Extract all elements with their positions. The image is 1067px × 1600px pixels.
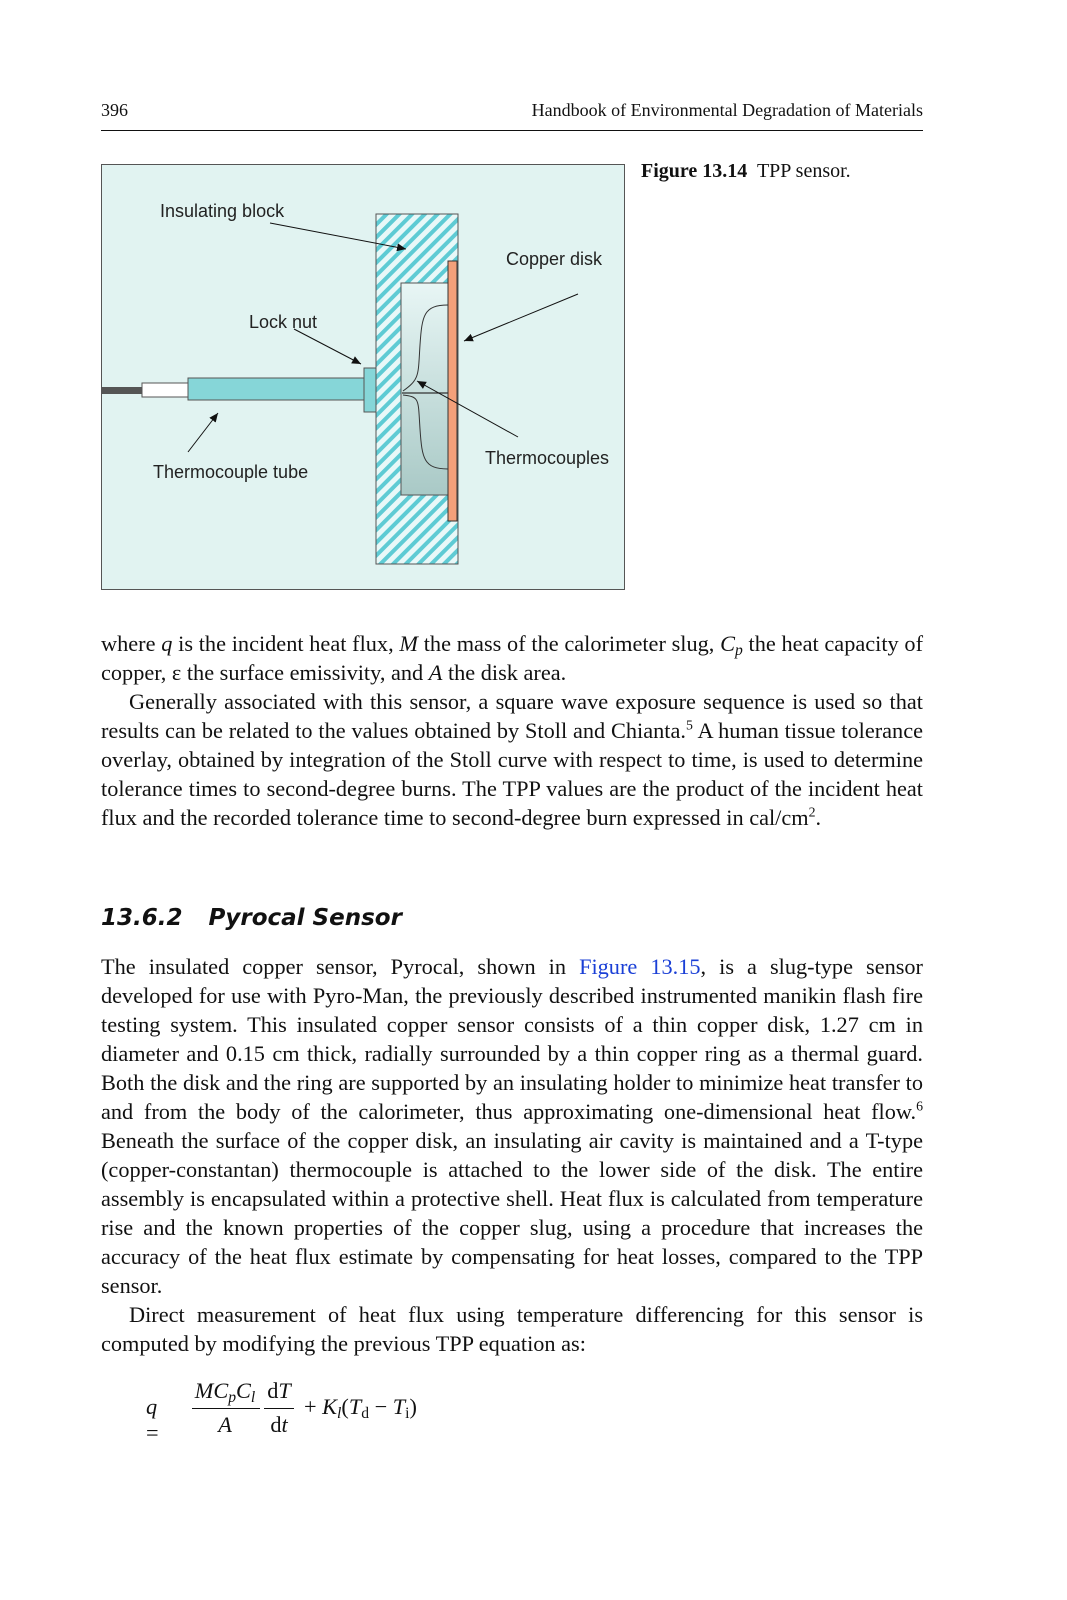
label-copper-disk: Copper disk	[506, 249, 603, 269]
paragraph-2: Generally associated with this sensor, a square wave exposure sequence is used so that results can be related to the values obtained by Stoll and Chianta.$^5$ A human tissue tolerance overlay, obtained by integration of the Stoll curve with respect to time, is used to determine tolerance times to second-degree burns. The TPP values are the product of the incident heat flux and the recorded tolerance time to second-degree burn expressed in cal/$cm^2$.	[101, 689, 924, 830]
running-header	[101, 98, 923, 131]
section-number: 13.6.2	[101, 905, 183, 931]
eq-rest: + $K_l(T_d - T_i)$	[304, 1394, 417, 1422]
body-text-top	[101, 629, 923, 832]
eq-fraction-bar-2	[264, 1408, 294, 1409]
paragraph-1: where q is the incident heat flux, M the mass of the calorimeter slug, $C_p$ the heat capacity of copper, ε the surface emissivity, and A the disk area.	[101, 631, 923, 685]
eq-numerator-1: $MC_pC_l$	[194, 1378, 256, 1406]
eq-lhs: q =	[146, 1394, 159, 1445]
label-insulating-block: Insulating block	[160, 201, 285, 221]
label-thermocouple-tube: Thermocouple tube	[153, 462, 309, 482]
air-cavity	[401, 283, 448, 495]
paragraph-3: The insulated copper sensor, Pyrocal, shown in Figure 13.15, is a slug-type sensor developed for use with Pyro-Man, the previously described instrumented manikin flash fire testing system. This insulated copper sensor consists of a thin copper disk, 1.27 cm in diameter and 0.15 cm thick, radially surrounded by a thin copper ring as a thermal guard. Both the disk and the ring are supported by an insulating holder to minimize heat transfer to and from the body of the calorimeter, thus approximating one-dimensional heat flow.$^6$ Beneath the surface of the copper disk, an insulating air cavity is maintained and a T-type (copper-constantan) thermocouple is attached to the lower side of the disk. The entire assembly is encapsulated within a protective shell. Heat flux is calculated from temperature rise and the known properties of the copper slug, using a procedure that increases the accuracy of the heat flux estimate by compensating for heat losses, compared to the TPP sensor.	[101, 954, 923, 1298]
caption-label: Figure 13.14	[641, 160, 748, 182]
eq-denominator-2: dt	[270, 1412, 288, 1437]
copper-disk-shape	[448, 261, 457, 521]
page-number: 396	[101, 100, 128, 120]
tpp-sensor-diagram	[102, 165, 626, 591]
eq-fraction-bar-1	[192, 1408, 260, 1409]
footnote-ref-5[interactable]: 5	[685, 717, 693, 733]
eq-numerator-2: dT	[267, 1378, 291, 1403]
eq-denominator-1: A	[218, 1412, 232, 1437]
arrow-lock-nut	[294, 329, 361, 364]
section-title: Pyrocal Sensor	[208, 905, 402, 931]
lock-nut-shape	[364, 368, 376, 412]
label-lock-nut: Lock nut	[249, 312, 318, 332]
tpp-sensor-figure	[101, 164, 625, 590]
body-text-bottom	[101, 952, 923, 1358]
lead-wire	[102, 387, 142, 394]
caption-text: TPP sensor.	[756, 160, 851, 182]
arrow-thermocouple-tube	[188, 413, 218, 452]
label-thermocouples: Thermocouples	[485, 448, 610, 468]
thermocouple-tube-shape	[188, 378, 364, 400]
section-heading	[101, 905, 402, 931]
arrow-copper-disk	[464, 294, 578, 341]
footnote-ref-6[interactable]: 6	[916, 1098, 923, 1114]
paragraph-4: Direct measurement of heat flux using temperature differencing for this sensor is computed by modifying the previous TPP equation as:	[101, 1302, 923, 1356]
figure-caption	[641, 160, 851, 183]
figure-13-15-link[interactable]: Figure 13.15	[579, 954, 701, 979]
running-title: Handbook of Environmental Degradation of Materials	[531, 100, 923, 120]
tube-sleeve	[142, 383, 188, 397]
